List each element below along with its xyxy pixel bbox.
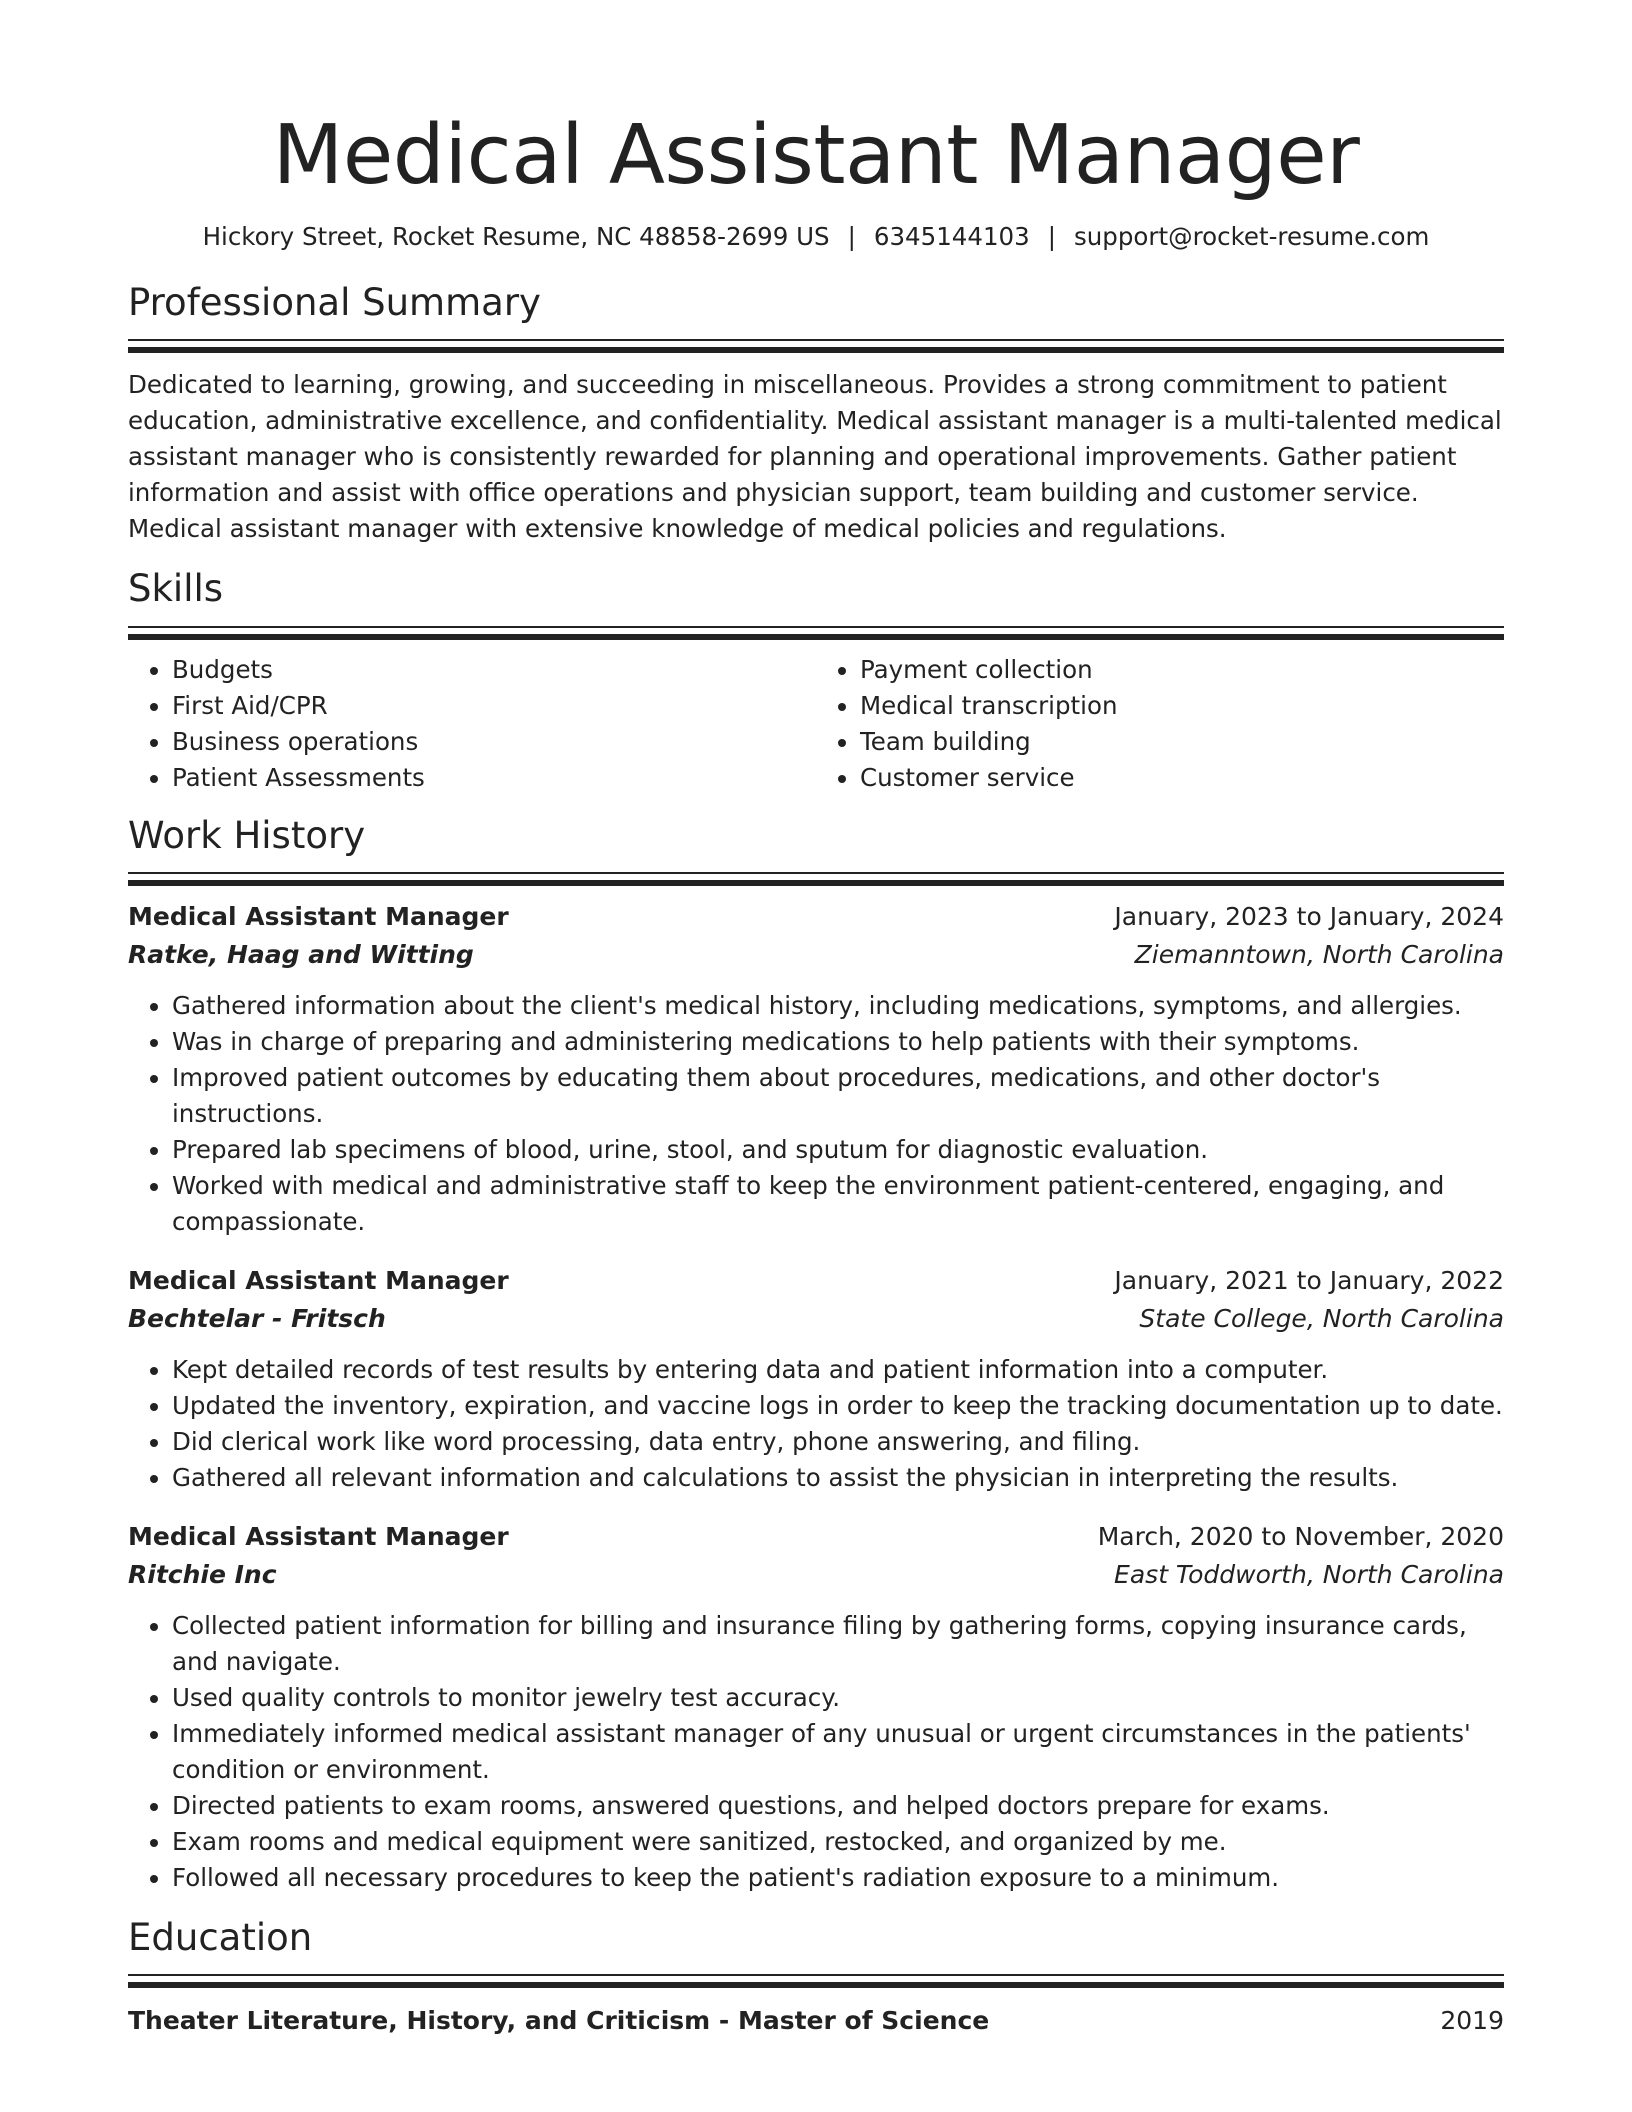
skill-item: • Business operations: [172, 724, 816, 760]
education-year: 2019: [1440, 2006, 1504, 2036]
job-company: Ritchie Inc: [128, 1560, 277, 1589]
section-divider: [128, 626, 1504, 640]
contact-separator: |: [847, 221, 856, 251]
job-dates: March, 2020 to November, 2020: [1097, 1522, 1504, 1551]
skills-columns: [128, 652, 1504, 796]
job-duties: [128, 1608, 1504, 1896]
section-title-summary: Professional Summary: [128, 280, 541, 324]
duty-item: • Collected patient information for billing and insurance filing by gathering forms, copying insurance cards, and navigate.: [172, 1608, 1504, 1680]
contact-email: support@rocket-resume.com: [1074, 221, 1430, 251]
skill-item: • First Aid/CPR: [172, 688, 816, 724]
job-company: Bechtelar - Fritsch: [128, 1304, 386, 1333]
duty-item: • Followed all necessary procedures to keep the patient's radiation exposure to a minimum.: [172, 1860, 1504, 1896]
work-history-section: [128, 814, 1504, 1896]
contact-separator: |: [1047, 221, 1057, 251]
duty-item: • Gathered information about the client's medical history, including medications, symptoms, and allergies.: [172, 988, 1504, 1024]
skills-list-left: [128, 652, 816, 796]
duty-item: • Worked with medical and administrative staff to keep the environment patient-centered, engaging, and compassionate.: [172, 1168, 1504, 1240]
skills-section: [128, 567, 1504, 795]
job-title: Medical Assistant Manager: [128, 902, 509, 931]
resume-name: Medical Assistant Manager: [272, 108, 1360, 203]
duty-item: • Gathered all relevant information and calculations to assist the physician in interpreting the results.: [172, 1460, 1504, 1496]
job-entry: [128, 1518, 1504, 1896]
section-divider: [128, 1974, 1504, 1988]
skill-item: • Team building: [860, 724, 1504, 760]
job-location: East Toddworth, North Carolina: [1114, 1560, 1504, 1589]
job-entry: [128, 1262, 1504, 1496]
duty-item: • Was in charge of preparing and administering medications to help patients with their symptoms.: [172, 1024, 1504, 1060]
duty-item: • Improved patient outcomes by educating them about procedures, medications, and other doctor's instructions.: [172, 1060, 1504, 1132]
job-company: Ratke, Haag and Witting: [128, 940, 474, 969]
contact-line: [128, 222, 1504, 251]
duty-item: • Kept detailed records of test results by entering data and patient information into a computer.: [172, 1352, 1504, 1388]
duty-item: • Did clerical work like word processing, data entry, phone answering, and filing.: [172, 1424, 1504, 1460]
section-title-work-history: Work History: [128, 813, 366, 857]
job-subheader: [128, 1300, 1504, 1338]
job-entry: [128, 898, 1504, 1240]
job-location: Ziemanntown, North Carolina: [1134, 940, 1504, 969]
skill-item: • Medical transcription: [860, 688, 1504, 724]
job-title: Medical Assistant Manager: [128, 1266, 509, 1295]
job-header: [128, 898, 1504, 936]
contact-phone: 6345144103: [873, 221, 1030, 251]
job-subheader: [128, 936, 1504, 974]
job-header: [128, 1518, 1504, 1556]
job-header: [128, 1262, 1504, 1300]
resume-content: [128, 110, 1504, 2035]
skill-item: • Budgets: [172, 652, 816, 688]
skills-list-right: [816, 652, 1504, 796]
section-divider: [128, 872, 1504, 886]
summary-section: [128, 281, 1504, 547]
duty-item: • Updated the inventory, expiration, and vaccine logs in order to keep the tracking documentation up to date.: [172, 1388, 1504, 1424]
skill-item: • Customer service: [860, 760, 1504, 796]
job-subheader: [128, 1556, 1504, 1594]
job-location: State College, North Carolina: [1139, 1304, 1504, 1333]
education-entry: [128, 2006, 1504, 2035]
contact-address: Hickory Street, Rocket Resume, NC 48858-2699 US: [202, 221, 830, 251]
section-title-skills: Skills: [128, 567, 224, 611]
duty-item: • Used quality controls to monitor jewelry test accuracy.: [172, 1680, 1504, 1716]
job-duties: [128, 1352, 1504, 1496]
skill-item: • Payment collection: [860, 652, 1504, 688]
duty-item: • Directed patients to exam rooms, answered questions, and helped doctors prepare for exams.: [172, 1788, 1504, 1824]
job-dates: January, 2023 to January, 2024: [1114, 902, 1504, 931]
job-title: Medical Assistant Manager: [128, 1522, 509, 1551]
job-dates: January, 2021 to January, 2022: [1114, 1266, 1504, 1295]
summary-text: Dedicated to learning, growing, and succeeding in miscellaneous. Provides a strong commitment to patient education, administrative excellence, and confidentiality. Medical assistant manager is a multi-talented medical assistant manager who is consistently rewarded for planning and operational improvements. Gather patient information and assist with office operations and physician support, team building and customer service. Medical assistant manager with extensive knowledge of medical policies and regulations.: [128, 370, 1502, 544]
skill-item: • Patient Assessments: [172, 760, 816, 796]
section-divider: [128, 339, 1504, 353]
education-degree: Theater Literature, History, and Criticism - Master of Science: [128, 2006, 990, 2036]
duty-item: • Prepared lab specimens of blood, urine, stool, and sputum for diagnostic evaluation.: [172, 1132, 1504, 1168]
section-title-education: Education: [128, 1916, 313, 1959]
duty-item: • Immediately informed medical assistant manager of any unusual or urgent circumstances in the patients' condition or environment.: [172, 1716, 1504, 1788]
duty-item: • Exam rooms and medical equipment were sanitized, restocked, and organized by me.: [172, 1824, 1504, 1860]
job-duties: [128, 988, 1504, 1240]
education-section: [128, 1916, 1504, 2035]
